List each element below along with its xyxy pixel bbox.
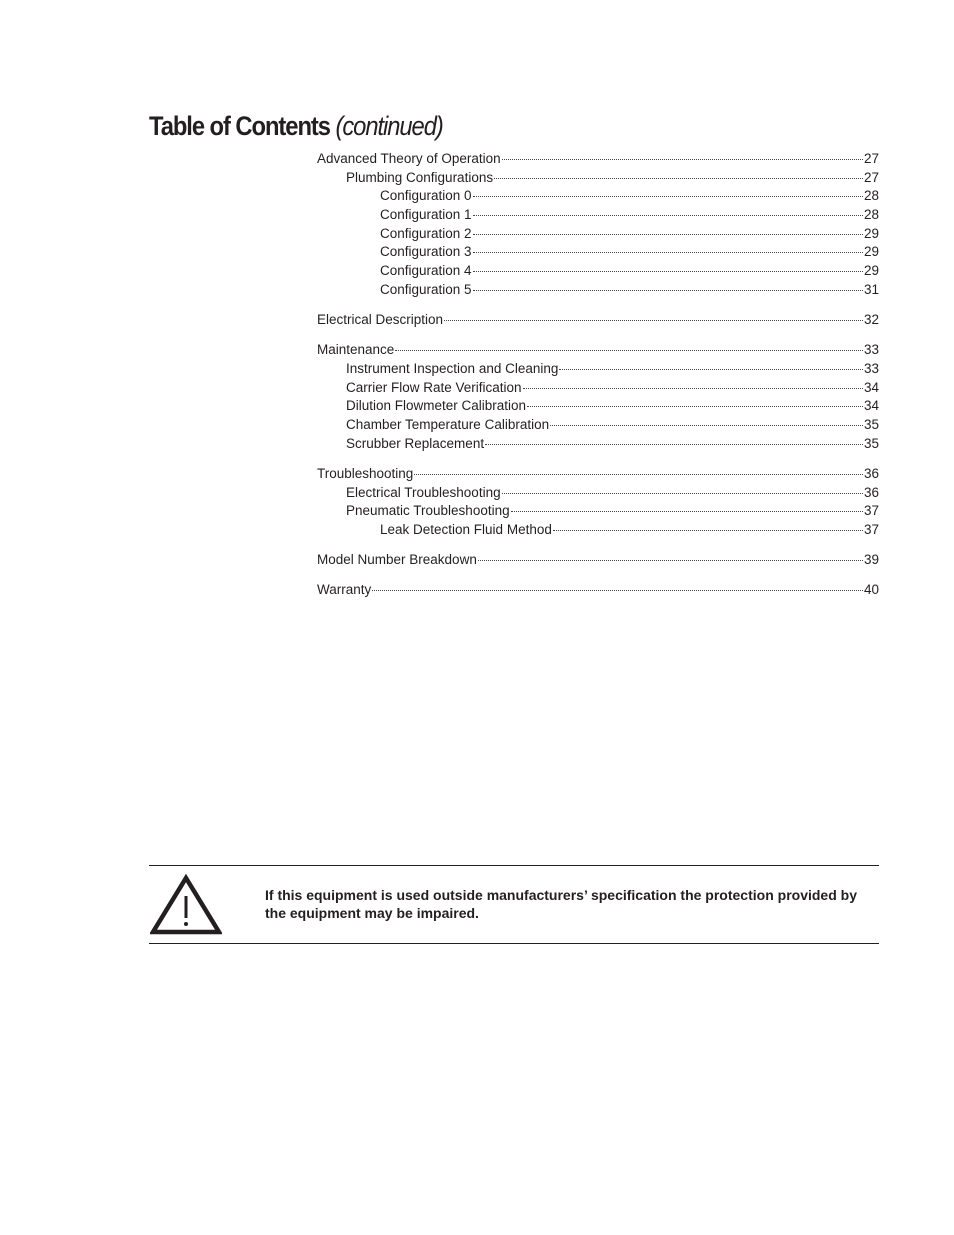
toc-dot-leader: [444, 320, 863, 321]
toc-entry[interactable]: [317, 581, 879, 600]
toc-entry-page: 28: [863, 207, 879, 223]
toc-entry-page: 33: [863, 342, 879, 358]
toc-entry-page: 27: [863, 169, 879, 185]
toc-group: [317, 465, 879, 540]
toc-group: [317, 150, 879, 300]
toc-entry-page: 35: [863, 435, 879, 451]
page-title: [149, 106, 443, 146]
toc-entry-page: 33: [863, 360, 879, 376]
toc-entry-page: 35: [863, 416, 879, 432]
toc-entry[interactable]: [317, 225, 879, 244]
toc-entry-label: Pneumatic Troubleshooting: [346, 503, 510, 519]
toc-entry-label: Configuration 3: [380, 244, 472, 260]
warning-triangle-icon: [150, 874, 222, 936]
toc-entry-page: 29: [863, 225, 879, 241]
toc-dot-leader: [473, 234, 863, 235]
toc-entry[interactable]: [317, 435, 879, 454]
toc-entry-label: Dilution Flowmeter Calibration: [346, 398, 527, 414]
toc-entry-page: 31: [863, 281, 879, 297]
toc-dot-leader: [559, 369, 863, 370]
toc-dot-leader: [473, 215, 863, 216]
toc-entry-page: 36: [863, 484, 879, 500]
toc-entry-page: 34: [863, 379, 879, 395]
toc-entry-label: Model Number Breakdown: [317, 552, 477, 568]
toc-entry[interactable]: [317, 465, 879, 484]
toc-entry[interactable]: [317, 311, 879, 330]
toc-entry[interactable]: [317, 521, 879, 540]
toc-entry-page: 39: [863, 552, 879, 568]
toc-entry[interactable]: [317, 397, 879, 416]
toc-entry[interactable]: [317, 150, 879, 169]
toc-dot-leader: [511, 511, 863, 512]
toc-dot-leader: [478, 560, 863, 561]
toc-group: [317, 341, 879, 453]
toc-entry-page: 29: [863, 244, 879, 260]
toc-entry-page: 36: [863, 465, 879, 481]
toc-dot-leader: [502, 159, 863, 160]
toc-entry-label: Configuration 4: [380, 263, 472, 279]
toc-entry-page: 34: [863, 398, 879, 414]
toc-entry-label: Troubleshooting: [317, 465, 414, 481]
toc-entry[interactable]: [317, 551, 879, 570]
page-title-suffix: (continued): [335, 111, 443, 141]
toc-entry-label: Scrubber Replacement: [346, 435, 485, 451]
toc-dot-leader: [473, 196, 863, 197]
toc-entry-label: Leak Detection Fluid Method: [380, 521, 552, 537]
toc-dot-leader: [502, 493, 863, 494]
toc-entry[interactable]: [317, 169, 879, 188]
toc-entry-page: 40: [863, 582, 879, 598]
toc-entry-label: Instrument Inspection and Cleaning: [346, 360, 559, 376]
toc-entry-page: 37: [863, 503, 879, 519]
toc-entry-page: 27: [863, 151, 879, 166]
toc-dot-leader: [553, 530, 863, 531]
toc-entry-page: 32: [863, 312, 879, 327]
toc-entry[interactable]: [317, 502, 879, 521]
toc-dot-leader: [473, 290, 863, 291]
toc-entry[interactable]: [317, 262, 879, 281]
toc-entry[interactable]: [317, 243, 879, 262]
toc-entry[interactable]: [317, 360, 879, 379]
toc-entry-label: Configuration 1: [380, 207, 472, 223]
toc-entry-label: Carrier Flow Rate Verification: [346, 379, 522, 395]
toc-dot-leader: [473, 252, 863, 253]
toc-entry-label: Electrical Troubleshooting: [346, 484, 501, 500]
page-title-main: Table of Contents: [149, 111, 330, 141]
toc-entry[interactable]: [317, 341, 879, 360]
toc-dot-leader: [473, 271, 863, 272]
toc-dot-leader: [395, 350, 863, 351]
toc-entry-label: Maintenance: [317, 342, 395, 358]
toc-entry[interactable]: [317, 416, 879, 435]
toc-entry-label: Plumbing Configurations: [346, 169, 494, 185]
toc-dot-leader: [485, 444, 863, 445]
toc-group: [317, 581, 879, 600]
toc-entry-page: 29: [863, 263, 879, 279]
toc-entry[interactable]: [317, 187, 879, 206]
toc-entry-label: Configuration 2: [380, 225, 472, 241]
toc-entry-label: Warranty: [317, 582, 372, 598]
toc-entry-label: Electrical Description: [317, 312, 444, 327]
toc-entry-label: Configuration 0: [380, 188, 472, 204]
table-of-contents: [317, 150, 879, 611]
toc-dot-leader: [527, 406, 863, 407]
toc-entry[interactable]: [317, 379, 879, 398]
toc-dot-leader: [550, 425, 863, 426]
toc-entry[interactable]: [317, 206, 879, 225]
toc-entry-page: 37: [863, 521, 879, 537]
warning-text: If this equipment is used outside manufacturers’ specification the protection provided by the equipment may be impaired.: [265, 887, 857, 921]
toc-entry-label: Chamber Temperature Calibration: [346, 416, 550, 432]
toc-group: [317, 551, 879, 570]
toc-dot-leader: [494, 178, 863, 179]
toc-group: [317, 311, 879, 330]
toc-entry[interactable]: [317, 484, 879, 503]
toc-entry-label: Advanced Theory of Operation: [317, 151, 501, 166]
toc-entry-page: 28: [863, 188, 879, 204]
toc-dot-leader: [372, 590, 863, 591]
warning-notice: [149, 865, 879, 944]
toc-dot-leader: [414, 474, 863, 475]
toc-entry-label: Configuration 5: [380, 281, 472, 297]
toc-dot-leader: [523, 388, 863, 389]
toc-entry[interactable]: [317, 281, 879, 300]
